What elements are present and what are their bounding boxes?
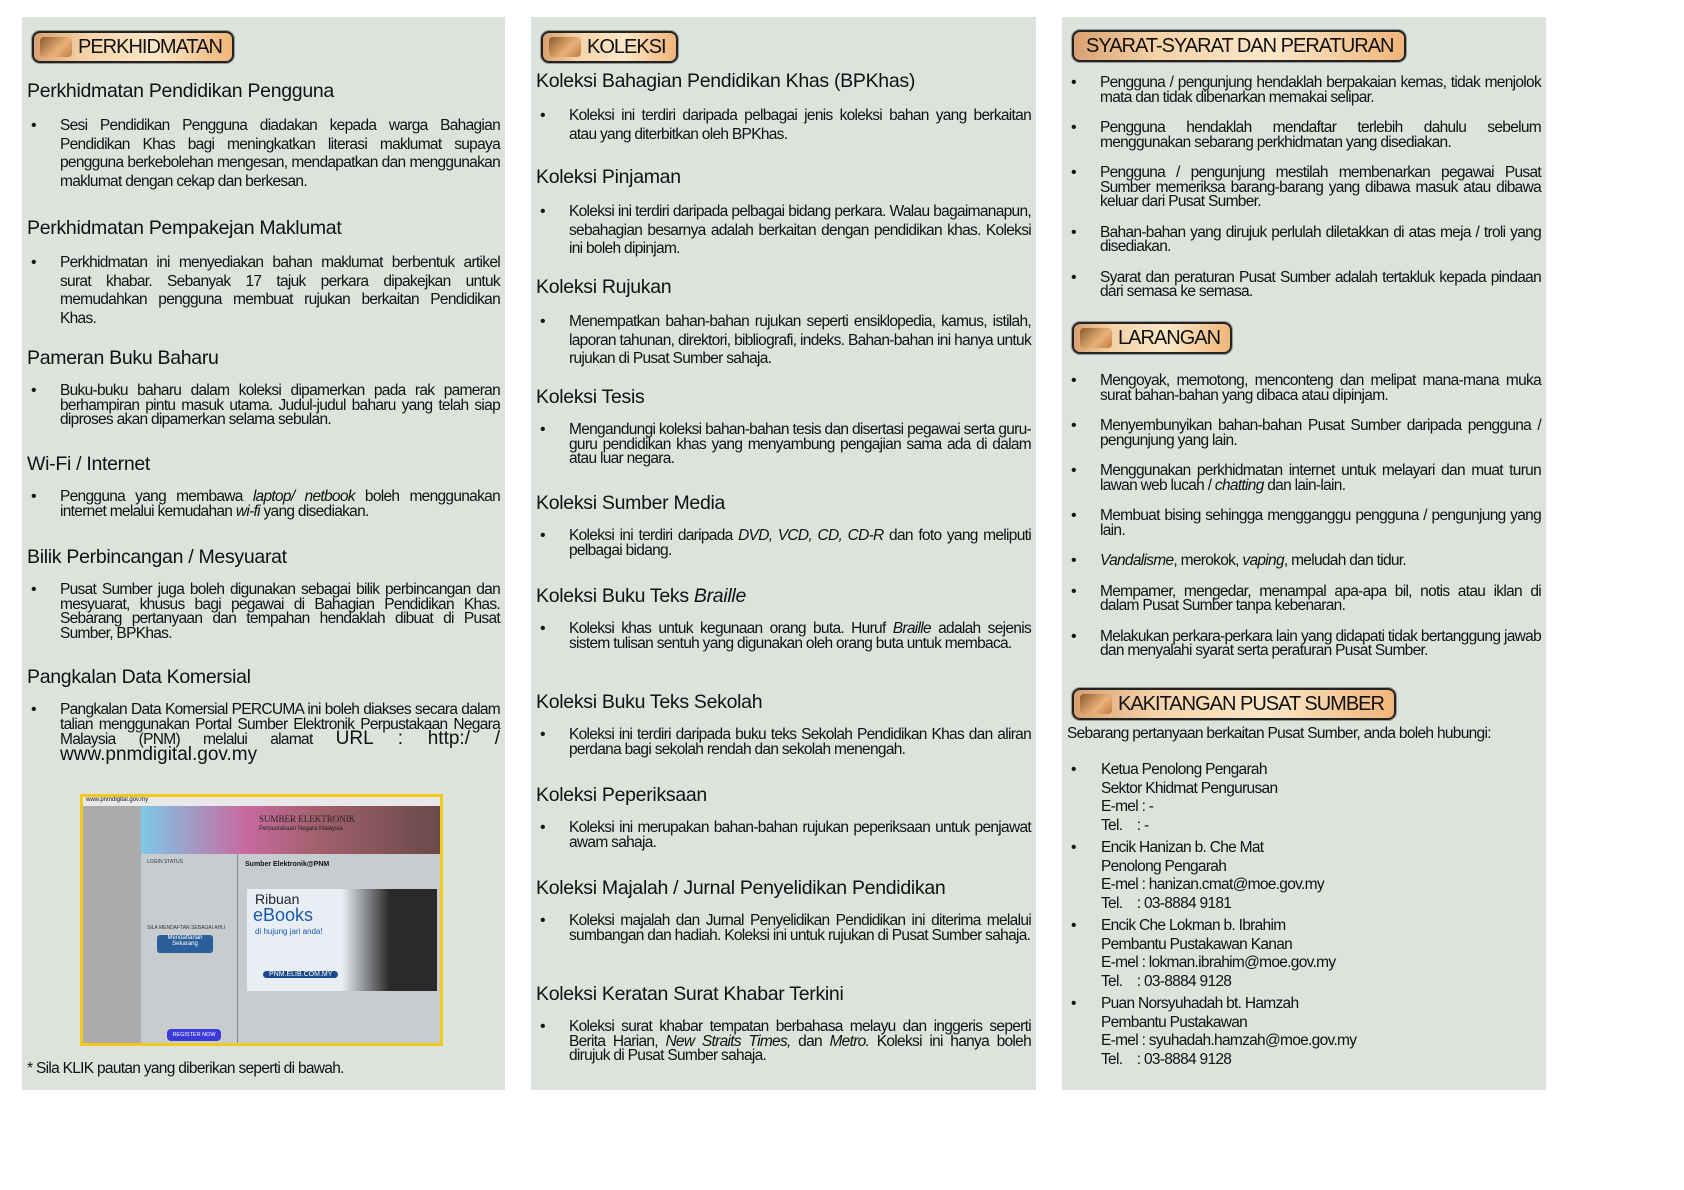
banner-image-icon xyxy=(1080,694,1112,714)
collection-section xyxy=(536,876,1031,943)
text: Pengguna yang membawa xyxy=(60,488,253,505)
prohibition-item: • Menyembunyikan bahan-bahan Pusat Sumber daripada pengguna / pengunjung yang lain. xyxy=(1067,419,1541,448)
rule-item: • Pengguna hendaklah mendaftar terlebih dahulu sebelum menggunakan sebarang perkhidmatan yang disediakan. xyxy=(1067,121,1541,150)
screenshot-subtitle: Perpustakaan Negara Malaysia xyxy=(259,826,343,832)
bullet-text xyxy=(27,490,500,519)
screenshot-title: SUMBER ELEKTRONIK xyxy=(259,814,356,824)
text: chatting xyxy=(1214,476,1264,494)
divider xyxy=(237,854,238,1043)
section-heading: Pangkalan Data Komersial xyxy=(27,666,251,688)
bullet-text: • Perkhidmatan ini menyediakan bahan maklumat berbentuk artikel surat khabar. Sebanyak 17 tajuk perkara dipakejkan untuk memudahkan pengguna membuat rujukan berkaitan Pendidikan Khas. xyxy=(27,254,500,328)
contact-phone: Tel. : - xyxy=(1101,816,1149,834)
rule-item: • Pengguna / pengunjung hendaklah berpakaian kemas, tidak menjolok mata dan tidak dibenarkan memakai selipar. xyxy=(1067,76,1541,105)
contact-email: E-mel : - xyxy=(1101,798,1154,815)
screenshot-banner xyxy=(141,806,440,854)
banner-label: KOLEKSI xyxy=(587,36,666,58)
banner-label: LARANGAN xyxy=(1118,327,1221,349)
rules-panel xyxy=(1062,17,1546,1090)
contacts-list xyxy=(1067,761,1541,1073)
section-heading: Koleksi Tesis xyxy=(536,386,645,408)
contact-item xyxy=(1067,995,1541,1069)
contact-name: • Encik Hanizan b. Che Mat xyxy=(1101,839,1264,856)
collection-section xyxy=(536,275,1031,369)
section-heading: Koleksi Rujukan xyxy=(536,276,672,298)
contact-name: • Encik Che Lokman b. Ibrahim xyxy=(1101,917,1286,934)
bullet-text: • Menempatkan bahan-bahan rujukan seperti ensiklopedia, kamus, istilah, laporan tahunan, direktori, bibliografi, indeks. Bahan-bahan ini hanya untuk rujukan di Pusat Sumber sahaja. xyxy=(536,313,1031,369)
text: Koleksi ini hanya boleh dirujuk di Pusat Sumber sahaja. xyxy=(569,1032,1031,1064)
screenshot-heading: Sumber Elektronik@PNM xyxy=(245,861,330,868)
services-panel xyxy=(22,17,505,1090)
prohibitions-list xyxy=(1067,360,1541,659)
prohibitions-banner xyxy=(1072,322,1232,354)
bullet-text xyxy=(27,703,500,763)
text: Vandalisme xyxy=(1100,552,1174,569)
bullet-text: • Koleksi ini merupakan bahan-bahan rujukan peperiksaan untuk penjawat awam sahaja. xyxy=(536,821,1031,850)
register-now-button: REGISTER NOW xyxy=(167,1029,221,1041)
contact-email[interactable]: E-mel : syuhadah.hamzah@moe.gov.my xyxy=(1101,1032,1357,1049)
banner-image-icon xyxy=(1080,328,1112,348)
rules-banner xyxy=(1072,30,1406,62)
prohibition-item xyxy=(1067,464,1541,493)
section-heading: Koleksi Keratan Surat Khabar Terkini xyxy=(536,983,844,1005)
contact-role: Penolong Pengarah xyxy=(1101,857,1227,875)
contact-item xyxy=(1067,839,1541,913)
portal-screenshot[interactable] xyxy=(80,794,443,1046)
collection-section xyxy=(536,584,1031,651)
text: adalah sejenis sistem tulisan sentuh yang digunakan oleh orang buta untuk membaca. xyxy=(569,620,1031,652)
screenshot-login: LOGIN STATUS xyxy=(147,859,183,865)
section-heading: Koleksi Bahagian Pendidikan Khas (BPKhas) xyxy=(536,70,916,92)
bullet-text: • Buku-buku baharu dalam koleksi dipamerkan pada rak pameran berhampiran pintu masuk utama. Judul-judul baharu yang telah siap diproses akan dipamerkan selama sebulan. xyxy=(27,384,500,428)
service-section xyxy=(27,79,500,191)
banner-label: SYARAT-SYARAT DAN PERATURAN xyxy=(1086,35,1394,57)
text: Pangkalan Data Komersial PERCUMA ini boleh diakses secara dalam talian menggunakan Portal Sumber Elektronik Perpustakaan Negara Malaysia (PNM) melalui alamat xyxy=(60,701,500,748)
collections-panel xyxy=(531,17,1036,1090)
service-section xyxy=(27,665,500,763)
section-heading: Koleksi Peperiksaan xyxy=(536,784,707,806)
contact-email[interactable]: E-mel : hanizan.cmat@moe.gov.my xyxy=(1101,876,1324,893)
bullet-text: • Koleksi majalah dan Jurnal Penyelidikan Pendidikan ini diterima melalui sumbangan dan hadiah. Koleksi ini untuk rujukan di Pusat Sumber sahaja. xyxy=(536,914,1031,943)
screenshot-register-title: SILA MENDAFTAR SEBAGAI AHLI xyxy=(147,925,226,931)
text: Menggunakan perkhidmatan internet untuk melayari dan muat turun lawan web lucah / xyxy=(1100,462,1541,494)
contact-email[interactable]: E-mel : lokman.ibrahim@moe.gov.my xyxy=(1101,954,1336,971)
text: Koleksi khas untuk kegunaan orang buta. Huruf xyxy=(569,620,893,637)
contact-name: • Ketua Penolong Pengarah xyxy=(1101,761,1267,778)
text: vaping xyxy=(1242,552,1284,569)
prohibition-item: • Mempamer, mengedar, menampal apa-apa bil, notis atau iklan di dalam Pusat Sumber tanpa kebenaran. xyxy=(1067,585,1541,614)
bullet-text: • Koleksi ini terdiri daripada pelbagai jenis koleksi bahan yang berkaitan atau yang diterbitkan oleh BPKhas. xyxy=(536,107,1031,144)
bullet-text: • Pusat Sumber juga boleh digunakan sebagai bilik perbincangan dan mesyuarat, khusus bagi pegawai di Bahagian Pendidikan Khas. Sebarang pertanyaan dan tempahan hendaklah dibuat di Pusat Sumber, BPKhas. xyxy=(27,583,500,641)
collection-section xyxy=(536,165,1031,259)
promo-text: di hujung jari anda! xyxy=(255,927,323,936)
collection-section xyxy=(536,385,1031,467)
prohibition-item: • Membuat bising sehingga mengganggu pengguna / pengunjung yang lain. xyxy=(1067,509,1541,538)
text: dan foto yang meliputi pelbagai bidang. xyxy=(569,527,1031,559)
collection-section xyxy=(536,491,1031,558)
text: , meludah dan tidur. xyxy=(1283,552,1407,569)
service-section xyxy=(27,216,500,328)
prohibition-item: • Melakukan perkara-perkara lain yang didapati tidak bertanggung jawab dan menyalahi syarat serta peraturan Pusat Sumber. xyxy=(1067,630,1541,659)
prohibition-item xyxy=(1067,554,1541,569)
bullet-text: • Koleksi ini terdiri daripada pelbagai bidang perkara. Walau bagaimanapun, sebahagian besarnya adalah berkaitan dengan pendidikan khas. Koleksi ini boleh dipinjam. xyxy=(536,203,1031,259)
section-heading: Pameran Buku Baharu xyxy=(27,347,219,369)
text: Braille xyxy=(693,585,746,607)
rules-list xyxy=(1067,62,1541,300)
banner-image-icon xyxy=(549,37,581,57)
text: Metro. xyxy=(829,1032,870,1050)
contact-item xyxy=(1067,761,1541,835)
section-heading: Bilik Perbincangan / Mesyuarat xyxy=(27,546,287,568)
text: DVD, VCD, CD, CD-R xyxy=(738,527,884,544)
bullet-text: • Mengandungi koleksi bahan-bahan tesis dan disertasi pegawai serta guru-guru pendidikan khas yang menyambung pengajian sama ada di dalam atau luar negara. xyxy=(536,423,1031,467)
bullet-text: • Sesi Pendidikan Pengguna diadakan kepada warga Bahagian Pendidikan Khas bagi meningkatkan literasi maklumat supaya pengguna berkebolehan mengesan, mendapatkan dan menggunakan maklumat dengan cekap dan berkesan. xyxy=(27,117,500,191)
collection-section xyxy=(536,69,1031,144)
service-section xyxy=(27,452,500,519)
text: Koleksi ini terdiri daripada xyxy=(569,527,739,544)
register-button: Mendaftarlah Sekarang xyxy=(157,935,213,953)
bullet-text: • Koleksi ini terdiri daripada buku teks Sekolah Pendidikan Khas dan aliran perdana bagi sekolah rendah dan sekolah menengah. xyxy=(536,728,1031,757)
rule-item: • Pengguna / pengunjung mestilah membenarkan pegawai Pusat Sumber memeriksa barang-barang yang dibawa masuk atau dibawa keluar dari Pusat Sumber. xyxy=(1067,166,1541,210)
contact-role: Pembantu Pustakawan Kanan xyxy=(1101,935,1293,953)
section-heading: Wi-Fi / Internet xyxy=(27,453,151,475)
text: dan xyxy=(790,1032,830,1050)
rule-item: • Bahan-bahan yang dirujuk perlulah diletakkan di atas meja / troli yang disediakan. xyxy=(1067,226,1541,255)
text: Braille xyxy=(892,620,931,637)
ebooks-promo xyxy=(247,889,437,991)
staff-banner xyxy=(1072,688,1396,720)
text: New Straits Times, xyxy=(665,1032,791,1050)
promo-text: Ribuan xyxy=(255,891,300,907)
contact-phone: Tel. : 03-8884 9181 xyxy=(1101,894,1232,912)
text: wi-fi xyxy=(235,502,260,520)
collection-section xyxy=(536,690,1031,757)
section-heading: Koleksi Majalah / Jurnal Penyelidikan Pendidikan xyxy=(536,877,946,899)
rule-item: • Syarat dan peraturan Pusat Sumber adalah tertakluk kepada pindaan dari semasa ke semasa. xyxy=(1067,271,1541,300)
banner-label: PERKHIDMATAN xyxy=(78,36,222,58)
promo-site: PNM.ELIB.COM.MY xyxy=(263,971,338,978)
service-section xyxy=(27,545,500,641)
screenshot-sidebar xyxy=(83,806,141,1043)
bullet-text xyxy=(536,1020,1031,1064)
collection-section xyxy=(536,783,1031,850)
collections-banner xyxy=(541,31,678,63)
promo-text: eBooks xyxy=(253,905,314,925)
section-heading: Koleksi Buku Teks Sekolah xyxy=(536,691,763,713)
footnote: * Sila KLIK pautan yang diberikan seperti di bawah. xyxy=(27,1060,344,1077)
text: yang disediakan. xyxy=(259,502,369,520)
contact-phone: Tel. : 03-8884 9128 xyxy=(1101,1050,1232,1068)
bullet-text xyxy=(536,529,1031,558)
section-heading xyxy=(536,584,1031,608)
bullet-text xyxy=(536,622,1031,651)
section-heading: Perkhidmatan Pendidikan Pengguna xyxy=(27,80,334,102)
portal-link[interactable]: URL : http:/ / www.pnmdigital.gov.my xyxy=(60,728,501,765)
contact-item xyxy=(1067,917,1541,991)
banner-image-icon xyxy=(40,37,72,57)
section-heading: Koleksi Sumber Media xyxy=(536,492,726,514)
banner-label: KAKITANGAN PUSAT SUMBER xyxy=(1118,693,1384,715)
text: Koleksi Buku Teks xyxy=(536,585,694,607)
address-bar: www.pnmdigital.gov.my xyxy=(83,797,440,806)
text: , merokok, xyxy=(1173,552,1243,569)
text: laptop/ netbook xyxy=(252,488,355,505)
contact-role: Pembantu Pustakawan xyxy=(1101,1013,1248,1031)
service-section xyxy=(27,346,500,428)
staff-intro: Sebarang pertanyaan berkaitan Pusat Sumber, anda boleh hubungi: xyxy=(1067,725,1491,742)
text: Koleksi surat khabar tempatan berbahasa melayu dan inggeris seperti Berita Harian, xyxy=(569,1018,1031,1050)
text: boleh menggunakan internet melalui kemudahan xyxy=(60,488,500,520)
collection-section xyxy=(536,982,1031,1064)
contact-name: • Puan Norsyuhadah bt. Hamzah xyxy=(1101,995,1299,1012)
section-heading: Perkhidmatan Pempakejan Maklumat xyxy=(27,217,342,239)
services-banner xyxy=(32,31,234,63)
contact-role: Sektor Khidmat Pengurusan xyxy=(1101,779,1278,797)
text: dan lain-lain. xyxy=(1263,476,1346,494)
prohibition-item: • Mengoyak, memotong, menconteng dan melipat mana-mana muka surat bahan-bahan yang dibaca atau dipinjam. xyxy=(1067,374,1541,403)
section-heading: Koleksi Pinjaman xyxy=(536,166,681,188)
contact-phone: Tel. : 03-8884 9128 xyxy=(1101,972,1232,990)
